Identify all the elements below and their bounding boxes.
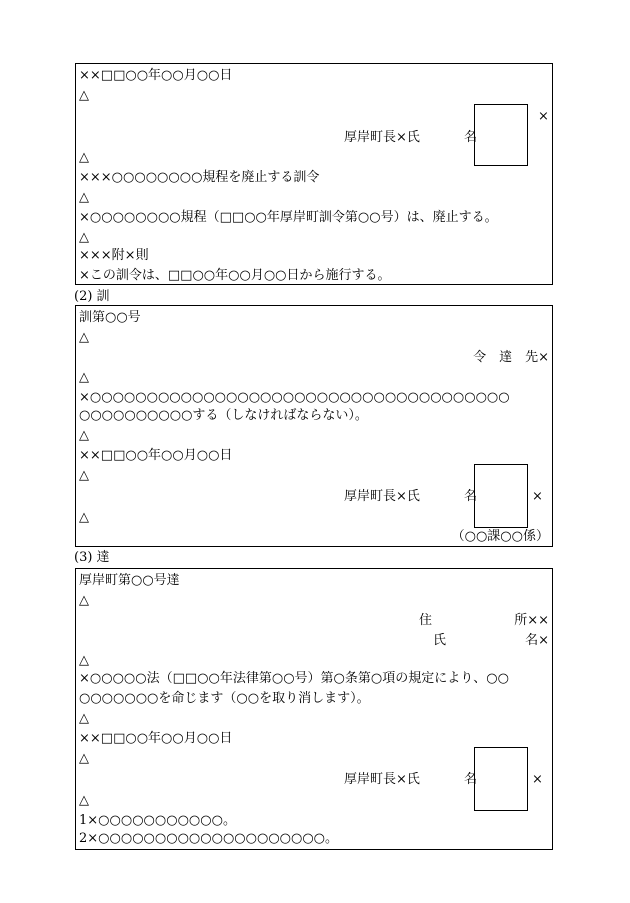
- directive-body-line2: ○○○○○○○を命じます（○○を取り消します）。: [79, 691, 370, 706]
- instruction-body-line2: ○○○○○○○○○○する（しなければならない）。: [79, 408, 368, 423]
- blank-line: △: [79, 751, 89, 766]
- kun-instruction-form: [75, 305, 553, 547]
- blank-line: △: [79, 150, 89, 165]
- instruction-number: 訓第○○号: [79, 310, 141, 325]
- date-line: ××□□○○年○○月○○日: [79, 68, 233, 83]
- blank-line: △: [79, 428, 89, 443]
- issuer-mark: ×: [532, 772, 543, 787]
- blank-line: △: [79, 793, 89, 808]
- section-caption-kun: (2) 訓: [74, 289, 110, 304]
- blank-line: △: [79, 510, 89, 525]
- address-label-right: 所××: [514, 613, 549, 628]
- regulation-body: ×○○○○○○○○規程（□□○○年厚岸町訓令第○○号）は、廃止する。: [79, 210, 498, 225]
- date-line: ××□□○○年○○月○○日: [79, 448, 233, 463]
- issuer-mark: ×: [538, 109, 549, 124]
- seal-box: [474, 104, 528, 166]
- directive-body-line1: ×○○○○○法（□□○○年法律第○○号）第○条第○項の規定により、○○: [79, 671, 509, 686]
- list-item: 2×○○○○○○○○○○○○○○○○○○○○。: [79, 831, 339, 846]
- list-item: 1×○○○○○○○○○○○。: [79, 813, 236, 828]
- regulation-title: ×××○○○○○○○○規程を廃止する訓令: [79, 170, 320, 185]
- issuer-mark: ×: [532, 489, 543, 504]
- blank-line: △: [79, 370, 89, 385]
- issuer-name: 厚岸町長×氏: [344, 130, 420, 145]
- seal-box: [474, 464, 528, 528]
- issuer-name: 厚岸町長×氏: [344, 489, 420, 504]
- name-label-right: 名×: [525, 633, 549, 648]
- appendix-heading: ×××附×則: [79, 248, 149, 263]
- blank-line: △: [79, 593, 89, 608]
- recipient-label: 令 達 先×: [473, 350, 549, 365]
- blank-line: △: [79, 190, 89, 205]
- instruction-body-line1: ×○○○○○○○○○○○○○○○○○○○○○○○○○○○○○○○○○○○○○: [79, 390, 510, 405]
- blank-line: △: [79, 653, 89, 668]
- name-char: 名: [464, 489, 478, 504]
- name-char: 名: [464, 772, 478, 787]
- seal-box: [474, 747, 528, 811]
- blank-line: △: [79, 230, 89, 245]
- blank-line: △: [79, 88, 89, 103]
- directive-number: 厚岸町第○○号達: [79, 573, 180, 588]
- date-line: ××□□○○年○○月○○日: [79, 731, 233, 746]
- name-label-left: 氏: [433, 633, 447, 648]
- section-caption-tatsu: (3) 達: [74, 550, 110, 565]
- blank-line: △: [79, 468, 89, 483]
- name-char: 名: [464, 130, 478, 145]
- tatsu-directive-form: [75, 568, 553, 850]
- address-label-left: 住: [419, 613, 433, 628]
- blank-line: △: [79, 711, 89, 726]
- blank-line: △: [79, 330, 89, 345]
- kunrei-abolition-form: [75, 63, 553, 285]
- issuer-name: 厚岸町長×氏: [344, 772, 420, 787]
- enforcement-clause: ×この訓令は、□□○○年○○月○○日から施行する。: [79, 268, 391, 283]
- department-label: （○○課○○係）: [451, 529, 549, 544]
